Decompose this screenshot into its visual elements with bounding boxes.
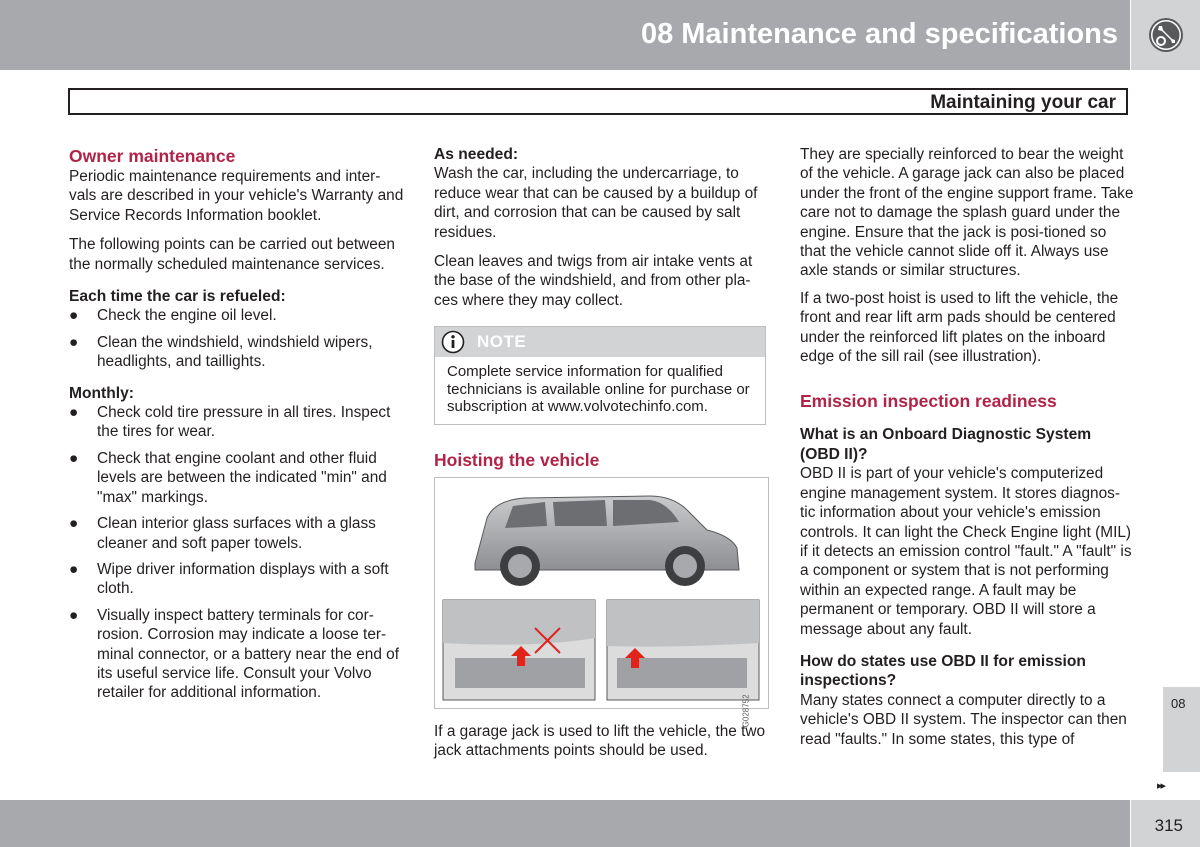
- note-box: [434, 326, 766, 425]
- list-item: ● Wipe driver information displays with a soft cloth.: [69, 560, 389, 598]
- list-item: ● Check cold tire pressure in all tires. Inspect the tires for wear.: [69, 404, 391, 441]
- refuel-heading: Each time the car is refueled:: [69, 288, 286, 306]
- column-1: [69, 145, 404, 710]
- column-3: [800, 145, 1135, 749]
- list-item: ● Check the engine oil level.: [69, 307, 277, 325]
- list-item: ● Check that engine coolant and other fluid levels are between the indicated "min" and "max" markings.: [69, 449, 387, 506]
- section-title: Maintaining your car: [930, 92, 1116, 113]
- paragraph: The following points can be carried out between the normally scheduled maintenance services.: [69, 236, 395, 273]
- states-heading: How do states use OBD II for emission inspections?: [800, 652, 1086, 690]
- monthly-heading: Monthly:: [69, 384, 134, 402]
- note-header: [435, 327, 765, 357]
- hoisting-illustration: [434, 477, 769, 727]
- paragraph: They are specially reinforced to bear the weight of the vehicle. A garage jack can also be placed under the front of the engine support frame. Take care not to damage the splash guard under the engine. Ensure that the jack is posi-tioned so that the vehicle cannot slide off it. Always use axle stands or similar structures.: [800, 146, 1134, 280]
- figure-caption: If a garage jack is used to lift the vehicle, the two jack attachments points should be used.: [434, 723, 766, 760]
- footer-bar: [0, 800, 1130, 847]
- chapter-header: [0, 0, 1130, 70]
- paragraph: Clean leaves and twigs from air intake vents at the base of the windshield, and from other pla-ces where they may collect.: [434, 253, 753, 309]
- column-2: [434, 145, 769, 761]
- page-number: 315: [1154, 816, 1183, 835]
- list-item: ● Clean the windshield, windshield wipers, headlights, and taillights.: [69, 333, 373, 371]
- chapter-tab-number: 08: [1171, 696, 1186, 711]
- chapter-title: 08 Maintenance and specifications: [640, 18, 1118, 50]
- note-text: Complete service information for qualified technicians is available online for purchase or subscription at www.volvotechinfo.com.: [447, 363, 750, 416]
- paragraph: Many states connect a computer directly to a vehicle's OBD II system. The inspector can then read "faults." In some states, this type of: [800, 691, 1127, 748]
- continue-arrows-icon: ▸▸: [1157, 780, 1165, 792]
- wrench-gear-icon: [1147, 16, 1185, 54]
- obd-heading: What is an Onboard Diagnostic System (OBD II)?: [800, 426, 1092, 463]
- page-number-box: [1131, 800, 1200, 847]
- owner-maintenance-heading: Owner maintenance: [69, 146, 236, 166]
- as-needed-heading: As needed:: [434, 146, 519, 163]
- paragraph: Periodic maintenance requirements and inter-vals are described in your vehicle's Warranty and Service Records Information booklet.: [69, 168, 404, 224]
- car-lift-points-illustration: [435, 478, 768, 708]
- chapter-tab: [1163, 687, 1200, 772]
- figure-code: G028752: [741, 694, 751, 727]
- list-item: ● Clean interior glass surfaces with a glass cleaner and soft paper towels.: [69, 515, 376, 552]
- paragraph: If a two-post hoist is used to lift the vehicle, the front and rear lift arm pads should be centered under the reinforced lift plates on the inboard edge of the sill rail (see illustration).: [800, 289, 1119, 366]
- paragraph: Wash the car, including the undercarriage, to reduce wear that can be caused by a buildup of dirt, and corrosion that can be caused by salt residues.: [434, 165, 758, 241]
- hoisting-heading: Hoisting the vehicle: [434, 450, 600, 471]
- refuel-list: [69, 306, 404, 371]
- monthly-list: [69, 403, 404, 703]
- list-item: ● Visually inspect battery terminals for cor-rosion. Corrosion may indicate a loose ter-minal connector, or a battery near the end of its useful service life. Consult your Volvo retailer for additional information.: [69, 606, 400, 702]
- emission-heading: Emission inspection readiness: [800, 391, 1057, 412]
- info-icon: [441, 330, 465, 354]
- section-title-box: [68, 88, 1128, 115]
- chapter-icon-box: [1131, 0, 1200, 70]
- note-title: NOTE: [477, 332, 527, 352]
- paragraph: OBD II is part of your vehicle's computerized engine management system. It stores diagnos-tic information about your vehicle's emission controls. It can light the Check Engine light (MIL) if it detects an emission control "fault." A "fault" is a component or system that is not performing within an expected range. A fault may be permanent or temporary. OBD II will store a message about any fault.: [800, 465, 1132, 638]
